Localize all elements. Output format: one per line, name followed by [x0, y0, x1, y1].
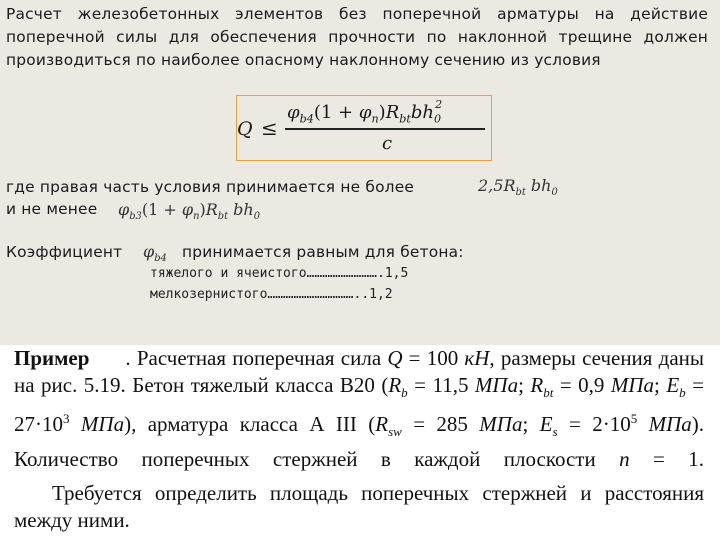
example-body: Пример . Расчетная поперечная сила Q = 100 кН, размеры сечения даны на рис. 5.19. Бетон тяжелый класса В20 ($R_b = 11,5$ МПа; $R_{bt} = 0,9$ МПа; $E_b = 27\cdot 10^3$ МПа), арматура класса А III ($R_{sw} = 285$ МПа; $E_s = 2\cdot 10^5$ МПа). Количество поперечных стержней в каждой плоскости n = 1.: [14, 346, 705, 471]
main-formula: [236, 95, 492, 161]
coefficient-item: тяжелого и ячеистого……………………….1,5: [150, 266, 409, 281]
coefficient-suffix: принимается равным для бетона:: [182, 243, 464, 261]
coefficient-item: мелкозернистого……………………………..1,2: [150, 287, 393, 302]
formula-lhs: Q: [237, 118, 253, 140]
example-title: Пример: [14, 346, 90, 370]
upper-limit-text: где правая часть условия принимается не более: [6, 178, 415, 196]
formula-relation: ≤: [261, 116, 278, 140]
upper-limit-expression: $2,5R_{bt}$ $bh_0$: [478, 176, 558, 199]
upper-limit-line: [6, 176, 414, 198]
lower-limit-text: и не менее: [6, 200, 98, 218]
lower-limit-line: [6, 198, 97, 220]
formula-denominator: c: [382, 133, 393, 154]
formula-fraction-bar: [285, 128, 485, 130]
example-task: Требуется определить площадь поперечных стержней и расстояния между ними.: [14, 481, 704, 532]
lower-limit-expression: $\varphi_{b3}(1 + \varphi_n)R_{bt}$ $bh_0$: [118, 200, 261, 223]
coefficient-line: [6, 241, 122, 263]
coefficient-symbol: $\varphi_{b4}$: [143, 242, 167, 265]
example-scan: [0, 345, 720, 540]
intro-paragraph: Расчет железобетонных элементов без поперечной арматуры на действие поперечной силы для обеспечения прочности по наклонной трещине должен производиться по наиболее опасному наклонному сечению из условия: [6, 5, 708, 69]
formula-numerator: $\varphi_{b4}(1 + \varphi_n)R_{bt}bh_0^2$: [287, 98, 443, 126]
coefficient-prefix: Коэффициент: [6, 243, 123, 261]
coefficient-suffix-line: [182, 241, 464, 263]
